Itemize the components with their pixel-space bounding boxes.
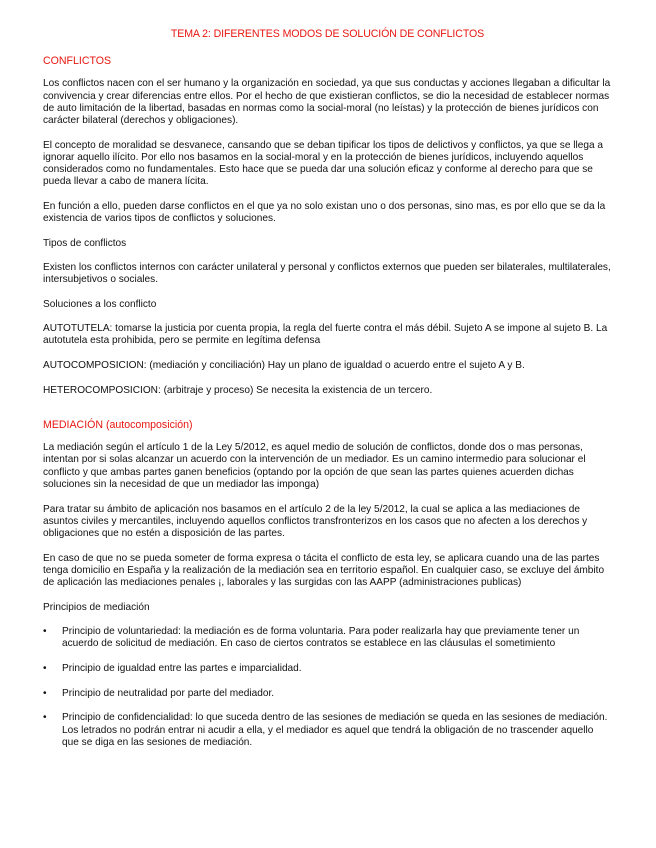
- conflictos-paragraph-2: El concepto de moralidad se desvanece, cansando que se deban tipificar los tipos de delictivos y conflictos, ya que se llega a ignorar aquello ilícito. Por ello nos basamos en la social-moral y en la protección de bienes jurídicos, incluyendo aquellos considerados como no fundamentales. Esto hace que se pueda dar una solución eficaz y conforme al derecho para que se pueda llevar a cabo de manera lícita.: [43, 139, 603, 188]
- solucion-heterocomposicion: HETEROCOMPOSICION: (arbitraje y proceso) Se necesita la existencia de un tercero.: [43, 384, 433, 396]
- mediacion-paragraph-2: Para tratar su ámbito de aplicación nos basamos en el artículo 2 de la ley 5/2012, la cual se aplica a las mediaciones de asuntos civiles y mercantiles, incluyendo aquellos conflictos transfronterizos en los casos que no afecten a los derechos y obligaciones que no estén a disposición de las partes.: [43, 503, 588, 539]
- principios-heading: Principios de mediación: [43, 601, 150, 613]
- section-heading-mediacion: MEDIACIÓN (autocomposición): [43, 419, 193, 432]
- bullet-icon: •: [43, 712, 47, 724]
- principio-voluntariedad: Principio de voluntariedad: la mediación es de forma voluntaria. Para poder realizarla hay que previamente tener un acuerdo de solicitud de mediación. En caso de ciertos contratos se establece en las cláusulas el sometimiento: [62, 626, 580, 650]
- mediacion-paragraph-1: La mediación según el artículo 1 de la Ley 5/2012, es aquel medio de solución de conflictos, donde dos o mas personas, intentan por si solas alcanzar un acuerdo con la intervención de un mediador. Es un camino intermedio para solucionar el conflicto y que ambas partes ganen beneficios (optando por la opción de que sean las partes quienes acuerden dichas soluciones sin la necesidad de que un mediador las imponga): [43, 442, 586, 490]
- solucion-autotutela: AUTOTUTELA: tomarse la justicia por cuenta propia, la regla del fuerte contra el más débil. Sujeto A se impone al sujeto B. La autotutela esta prohibida, pero se permite en legítima defensa: [43, 323, 608, 347]
- section-heading-conflictos: CONFLICTOS: [43, 55, 112, 68]
- principio-confidencialidad: Principio de confidencialidad: lo que suceda dentro de las sesiones de mediación se queda en las sesiones de mediación. Los letrados no podrán entrar ni acudir a ella, y el mediador es aquel que tendrá la obligación de no trascender aquello que se diga en las sesiones de mediación.: [62, 712, 608, 748]
- list-item: [43, 688, 612, 700]
- principio-igualdad: Principio de igualdad entre las partes e imparcialidad.: [62, 662, 302, 674]
- bullet-icon: •: [43, 626, 47, 637]
- document-title: TEMA 2: DIFERENTES MODOS DE SOLUCIÓN DE CONFLICTOS: [170, 28, 485, 40]
- tipos-conflictos-text: Existen los conflictos internos con carácter unilateral y personal y conflictos externos que pueden ser bilaterales, multilaterales, intersubjetivos o sociales.: [43, 262, 611, 286]
- principio-neutralidad: Principio de neutralidad por parte del mediador.: [62, 687, 275, 699]
- conflictos-paragraph-3: En función a ello, pueden darse conflictos en el que ya no solo existan uno o dos personas, sino mas, es por ello que se da la existencia de varios tipos de conflictos y soluciones.: [43, 201, 606, 225]
- list-item: [43, 663, 612, 675]
- conflictos-paragraph-1: Los conflictos nacen con el ser humano y la organización en sociedad, ya que sus conductas y acciones llegaban a dificultar la convivencia y crear diferencias entre ellos. Por el hecho de que existieran conflictos, se dio la necesidad de establecer normas de auto limitación de la libertad, basadas en normas como la social-moral (no leístas) y la protección de bienes jurídicos con carácter bilateral (derechos y obligaciones).: [43, 78, 611, 127]
- principios-list: [43, 626, 612, 749]
- mediacion-paragraph-3: En caso de que no se pueda someter de forma expresa o tácita el conflicto de esta ley, se aplicara cuando una de las partes tenga domicilio en España y la realización de la mediación sea en territorio español. En cualquier caso, se excluye del ámbito de aplicación las mediaciones penales ¡, laborales y las surgidas con las AAPP (administraciones publicas): [43, 552, 605, 589]
- bullet-icon: •: [43, 662, 47, 674]
- bullet-icon: •: [43, 687, 47, 699]
- solucion-autocomposicion: AUTOCOMPOSICION: (mediación y conciliación) Hay un plano de igualdad o acuerdo entre el sujeto A y B.: [43, 360, 525, 372]
- tipos-conflictos-heading: Tipos de conflictos: [43, 237, 127, 249]
- list-item: [43, 712, 612, 749]
- list-item: [43, 626, 612, 650]
- soluciones-heading: Soluciones a los conflicto: [43, 299, 157, 311]
